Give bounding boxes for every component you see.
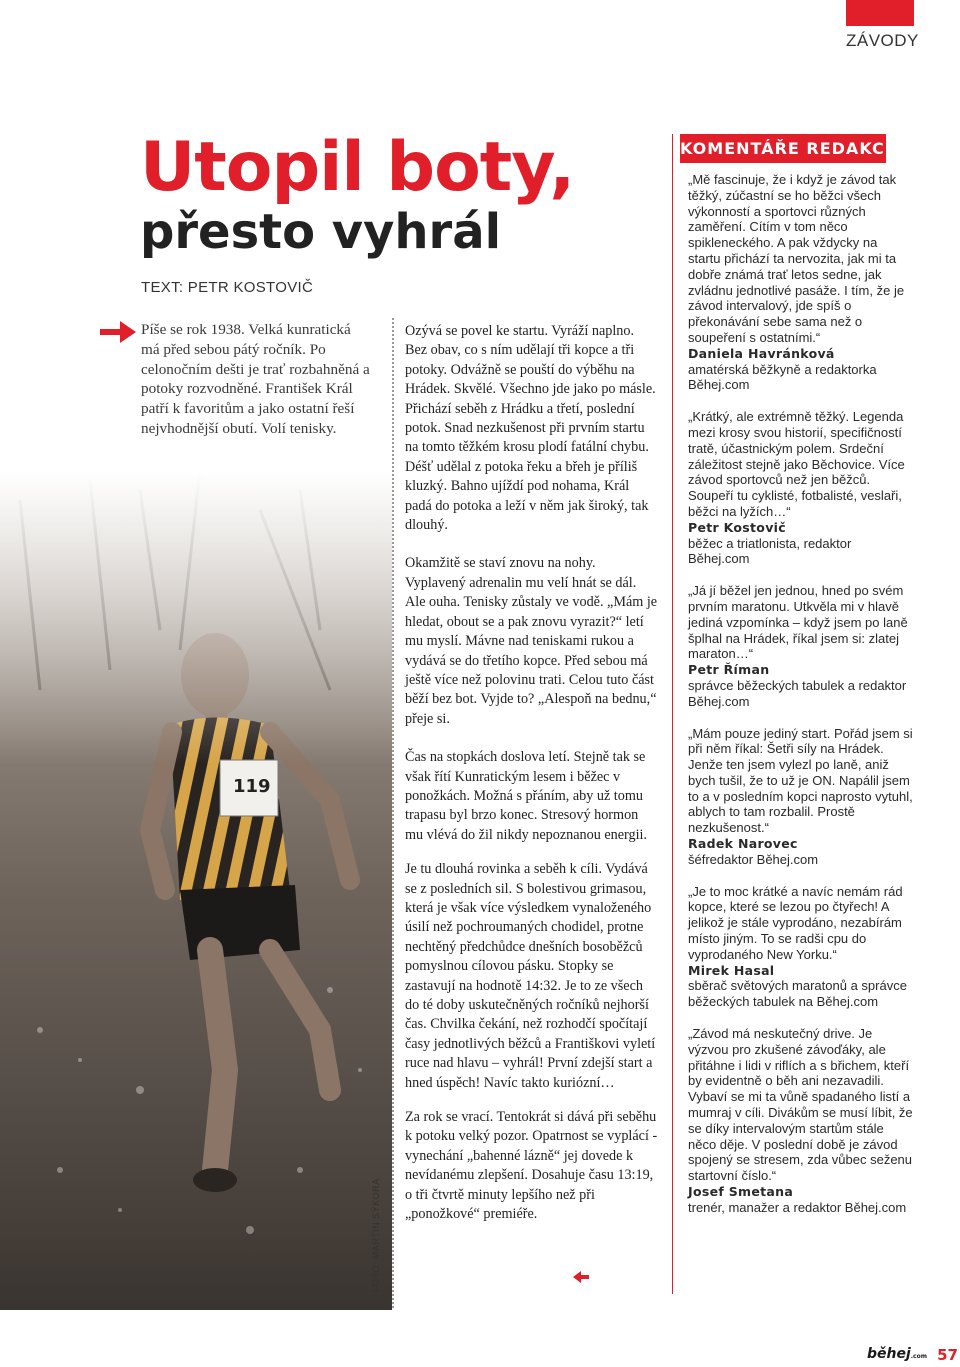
comment-role: správce běžeckých tabulek a redaktor Běhej.com <box>688 677 907 709</box>
comment-item <box>688 726 913 868</box>
comment-author: Mirek Hasal <box>688 962 775 978</box>
intro-paragraph <box>141 320 373 439</box>
arrow-right-icon <box>100 321 136 343</box>
comment-author: Daniela Havránková <box>688 345 835 361</box>
comment-author: Petr Kostovič <box>688 519 786 535</box>
section-label: ZÁVODY <box>846 31 919 50</box>
comment-quote: „Mě fascinuje, že i když je závod tak těžký, zúčastní se ho běžci všech výkonností a sportovci různých zaměření. Cítím v tom něco spikleneckého. A pak vždycky na startu přichází ta nervozita, jak mi ta dobře známá trať letos sedne, jak zvládnu jednotlivé pasáže. I tím, že je závod intervalový, jde spíš o překonávání sebe sama než o soupeření s ostatními.“ <box>688 172 905 345</box>
comment-item <box>688 1026 913 1216</box>
runner-photo <box>0 470 392 1310</box>
comment-role: běžec a triatlonista, redaktor Běhej.com <box>688 535 852 567</box>
section-tab-marker <box>846 0 914 26</box>
photo-credit: FOTO: MARTIN SÝKORA <box>371 1178 381 1292</box>
comment-quote: „Já jí běžel jen jednou, hned po svém prvním maratonu. Utkvěla mi v hlavě jediná vzpomínka – když jsem po laně šplhal na Hrádek, říkal jsem si: zlatej maraton…“ <box>688 583 908 662</box>
comment-role: šéfredaktor Běhej.com <box>688 851 819 867</box>
comment-item <box>688 884 913 1010</box>
comment-role: sběrač světových maratonů a správce běžeckých tabulek na Běhej.com <box>688 978 907 1010</box>
comment-role: trenér, manažer a redaktor Běhej.com <box>688 1199 907 1215</box>
body-paragraph-3: Čas na stopkách doslova letí. Stejně tak se však řítí Kunratickým lesem i běžec v ponožkách. Možná s přáním, aby už tomu trapasu byl brzo konec. Stresový hormon mu vlévá do žil nikdy nepoznanou energii. <box>405 749 648 843</box>
comments-border <box>672 134 673 1294</box>
comment-author: Josef Smetana <box>688 1184 794 1200</box>
article-body <box>405 322 658 1224</box>
comments-heading: KOMENTÁŘE REDAKCE: <box>680 134 886 163</box>
comment-item <box>688 583 913 709</box>
article-title-line1: Utopil boty, <box>140 128 575 207</box>
magazine-logo <box>867 1346 927 1362</box>
logo-suffix: .com <box>910 1353 927 1360</box>
comment-quote: „Je to moc krátké a navíc nemám rád kopce, které se lezou po čtyřech! A jelikož je stále vyprodáno, nezabírám místo jiným. To se radši cpu do vyprodaného New Yorku.“ <box>688 883 903 962</box>
comment-quote: „Závod má neskutečný drive. Je výzvou pro zkušené závoďáky, ale přitáhne i lidi v riflích a s břichem, kteří by evidentně o běh ani nezavadili. Vybaví se mi ta vůně spadaného listí a mumraj v cíli. Divákům se musí líbit, že se díky intervalovým startům stále něco děje. V poslední době je závod spojený se stresem, zda vůbec seženu startovní číslo.“ <box>688 1026 913 1184</box>
body-paragraph-2: Okamžitě se staví znovu na nohy. Vyplavený adrenalin mu velí hnát se dál. Ale ouha. Tenisky zůstaly ve vodě. „Mám je hledat, obout se a pak znovu vyrazit?“ letí mu myslí. Mávne nad teniskami rukou a vydává se do třetího kopce. Před sebou má ještě více než polovinu trati. Celou tuto část běží bez bot. Vyjde to? „Alespoň na bednu,“ přeje si. <box>405 555 658 727</box>
comment-role: amatérská běžkyně a redaktorka Běhej.com <box>688 361 877 393</box>
arrow-left-icon <box>573 1271 589 1283</box>
byline: TEXT: PETR KOSTOVIČ <box>141 279 314 296</box>
body-paragraph-5: Za rok se vrací. Tentokrát si dává při seběhu k potoku velký pozor. Opatrnost se vyplácí - vynechání „bahenné lázně“ jej dovede k nevídanému zlepšení. Dosahuje času 13:19, o tři čtvrtě minuty lepšího než při „ponožkové“ premiéře. <box>405 1109 658 1223</box>
column-divider <box>392 318 394 1308</box>
comment-item <box>688 409 913 567</box>
comment-item <box>688 172 913 393</box>
comment-author: Radek Narovec <box>688 836 798 852</box>
body-paragraph-4: Je tu dlouhá rovinka a seběh k cíli. Vydává se z posledních sil. S bolestivou grimasou, která je však více výsledkem vynaloženého úsilí než pochroumaných chodidel, protne nechtěný předchůdce dnešních bosoběžců pomyslnou cílovou pásku. Stopky se zastavují na hodnotě 14:32. Je to ze všech do té doby uskutečněných ročníků nejhorší čas. Chvilka čekání, než rozhodčí spočítají časy jednotlivých běžců a Františkovi vyletí ruce nad hlavu – vyhrál! První zdejší start a hned úspěch! Navíc takto kuriózní… <box>405 861 656 1091</box>
body-paragraph-1: Ozývá se povel ke startu. Vyráží naplno. Bez obav, co s ním udělají tři kopce a tři potoky. Odvážně se pouští do výběhu na Hrádek. Skvělé. Všechno jde jako po másle. Přichází seběh z Hrádku a třetí, poslední potok. Snad nezkušenost při prvním startu na tomto těžkém krosu plodí fatální chybu. Déšť udělal z potoka řeku a břeh je příliš kluzký. Bahno ujíždí pod nohama, Král padá do potoka a leží v něm jak široký, tak dlouhý. <box>405 323 656 534</box>
comment-author: Petr Říman <box>688 662 770 678</box>
comment-quote: „Krátký, ale extrémně těžký. Legenda mezi krosy svou historií, specifičností tratě, účastnickým polem. Srdeční záležitost stejně jako Běchovice. Více závod sportovců než jen běžců. Soupeří tu cyklisté, fotbalisté, veslaři, běžci na lyžích…“ <box>688 409 905 519</box>
intro-text: Píše se rok 1938. Velká kunratická má před sebou pátý ročník. Po celonočním dešti je trať rozbahněná a potoky rozvodněné. František Král patří k favoritům a jako ostatní řeší nejvhodnější obutí. Volí tenisky. <box>141 321 370 437</box>
logo-text: běhej <box>867 1346 911 1362</box>
article-title-line2: přesto vyhrál <box>140 204 502 260</box>
comments-list <box>688 172 913 1216</box>
comment-quote: „Mám pouze jediný start. Pořád jsem si při něm říkal: Šetři síly na Hrádek. Jenže ten jsem vylezl po laně, aniž bych tušil, že to už je ON. Napálil jsem to a v posledním kopci naprosto vytuhl, ablych to tam rozbalil. Prostě nezkušenost.“ <box>688 725 913 836</box>
page-number: 57 <box>937 1346 958 1364</box>
runner-photo-graphic <box>0 470 392 1310</box>
